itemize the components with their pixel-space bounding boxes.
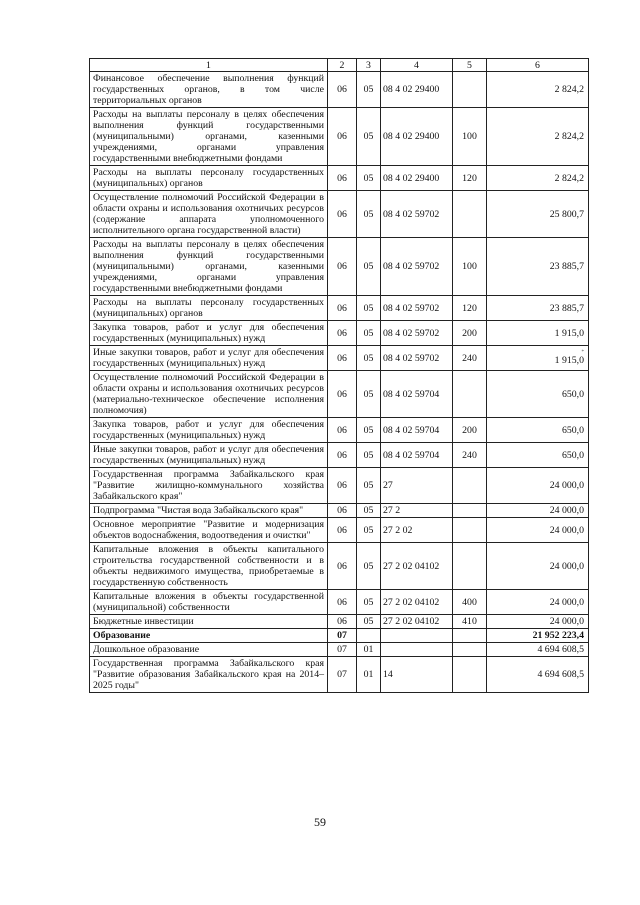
- amount-cell: 2 824,2: [487, 166, 589, 191]
- target-article-cell: 08 4 02 59704: [381, 418, 453, 443]
- subsection-cell: 05: [357, 504, 381, 518]
- expense-type-cell: 120: [453, 296, 487, 321]
- target-article-cell: 27 2 02 04102: [381, 543, 453, 590]
- table-row: [90, 468, 589, 504]
- subsection-cell: [357, 629, 381, 643]
- section-cell: 06: [328, 191, 357, 238]
- target-article-cell: [381, 643, 453, 657]
- amount-cell: 650,0: [487, 418, 589, 443]
- row-name-cell: Образование: [90, 629, 328, 643]
- expense-type-cell: [453, 72, 487, 108]
- table-row: [90, 72, 589, 108]
- section-cell: 06: [328, 615, 357, 629]
- header-col-3: 3: [357, 59, 381, 72]
- row-name-cell: Государственная программа Забайкальского края "Развитие жилищно-коммунального хозяйства Забайкальского края": [90, 468, 328, 504]
- table-row: [90, 371, 589, 418]
- target-article-cell: [381, 629, 453, 643]
- row-name-cell: Подпрограмма "Чистая вода Забайкальского края": [90, 504, 328, 518]
- expense-type-cell: 120: [453, 166, 487, 191]
- row-name-cell: Дошкольное образование: [90, 643, 328, 657]
- table-row: [90, 615, 589, 629]
- section-cell: 07: [328, 629, 357, 643]
- target-article-cell: 27 2 02: [381, 518, 453, 543]
- section-cell: 06: [328, 543, 357, 590]
- section-cell: 06: [328, 518, 357, 543]
- section-cell: 06: [328, 108, 357, 166]
- subsection-cell: 05: [357, 108, 381, 166]
- row-name-cell: Основное мероприятие "Развитие и модернизация объектов водоснабжения, водоотведения и очистки": [90, 518, 328, 543]
- amount-cell: 650,0: [487, 371, 589, 418]
- target-article-cell: 27 2: [381, 504, 453, 518]
- table-row: [90, 629, 589, 643]
- section-cell: 06: [328, 296, 357, 321]
- table-row: [90, 643, 589, 657]
- expense-type-cell: [453, 643, 487, 657]
- amount-cell: 23 885,7: [487, 296, 589, 321]
- subsection-cell: 05: [357, 296, 381, 321]
- amount-cell: 650,0: [487, 443, 589, 468]
- expense-type-cell: [453, 371, 487, 418]
- table-row: [90, 543, 589, 590]
- row-name-cell: Государственная программа Забайкальского края "Развитие образования Забайкальского края на 2014–2025 годы": [90, 657, 328, 693]
- table-row: [90, 321, 589, 346]
- budget-table: [89, 58, 589, 693]
- target-article-cell: 08 4 02 59702: [381, 191, 453, 238]
- section-cell: 06: [328, 590, 357, 615]
- expense-type-cell: [453, 468, 487, 504]
- subsection-cell: 05: [357, 518, 381, 543]
- target-article-cell: 14: [381, 657, 453, 693]
- subsection-cell: 05: [357, 418, 381, 443]
- amount-cell: 24 000,0: [487, 590, 589, 615]
- header-col-1: 1: [90, 59, 328, 72]
- subsection-cell: 05: [357, 615, 381, 629]
- subsection-cell: 05: [357, 346, 381, 371]
- expense-type-cell: 200: [453, 321, 487, 346]
- section-cell: 06: [328, 238, 357, 296]
- expense-type-cell: 200: [453, 418, 487, 443]
- table-row: [90, 166, 589, 191]
- expense-type-cell: [453, 629, 487, 643]
- table-body: [90, 72, 589, 693]
- row-name-cell: Расходы на выплаты персоналу в целях обеспечения выполнения функций государственными (муниципальными) органами, казенными учреждениями, органами управления государственными внебюджетными фондами: [90, 108, 328, 166]
- table-row: [90, 346, 589, 371]
- subsection-cell: 01: [357, 643, 381, 657]
- subsection-cell: 05: [357, 371, 381, 418]
- target-article-cell: 08 4 02 59702: [381, 321, 453, 346]
- section-cell: 06: [328, 346, 357, 371]
- expense-type-cell: 240: [453, 443, 487, 468]
- expense-type-cell: 410: [453, 615, 487, 629]
- expense-type-cell: 100: [453, 238, 487, 296]
- amount-cell: 25 800,7: [487, 191, 589, 238]
- target-article-cell: 08 4 02 29400: [381, 166, 453, 191]
- target-article-cell: 27: [381, 468, 453, 504]
- row-name-cell: Финансовое обеспечение выполнения функций государственных органов, в том числе территориальных органов: [90, 72, 328, 108]
- row-name-cell: Бюджетные инвестиции: [90, 615, 328, 629]
- subsection-cell: 05: [357, 590, 381, 615]
- row-name-cell: Капитальные вложения в объекты государственной (муниципальной) собственности: [90, 590, 328, 615]
- expense-type-cell: [453, 504, 487, 518]
- table-row: [90, 418, 589, 443]
- subsection-cell: 05: [357, 468, 381, 504]
- amount-cell: 24 000,0: [487, 468, 589, 504]
- row-name-cell: Расходы на выплаты персоналу в целях обеспечения выполнения функций государственными (муниципальными) органами, казенными учреждениями, органами управления государственными внебюджетными фондами: [90, 238, 328, 296]
- amount-cell: 1 915,0: [487, 321, 589, 346]
- row-name-cell: Расходы на выплаты персоналу государственных (муниципальных) органов: [90, 166, 328, 191]
- row-name-cell: Иные закупки товаров, работ и услуг для обеспечения государственных (муниципальных) нужд: [90, 443, 328, 468]
- amount-cell: 4 694 608,5: [487, 643, 589, 657]
- section-cell: 06: [328, 504, 357, 518]
- target-article-cell: 08 4 02 29400: [381, 72, 453, 108]
- subsection-cell: 05: [357, 543, 381, 590]
- amount-cell: 24 000,0: [487, 543, 589, 590]
- target-article-cell: 08 4 02 59704: [381, 371, 453, 418]
- subsection-cell: 05: [357, 72, 381, 108]
- row-name-cell: Закупка товаров, работ и услуг для обеспечения государственных (муниципальных) нужд: [90, 321, 328, 346]
- expense-type-cell: [453, 518, 487, 543]
- row-name-cell: Иные закупки товаров, работ и услуг для обеспечения государственных (муниципальных) нужд: [90, 346, 328, 371]
- amount-cell: 24 000,0: [487, 615, 589, 629]
- header-col-5: 5: [453, 59, 487, 72]
- subsection-cell: 05: [357, 191, 381, 238]
- amount-cell: [487, 346, 589, 371]
- amount-cell: 4 694 608,5: [487, 657, 589, 693]
- table-row: [90, 443, 589, 468]
- amount-cell: 21 952 223,4: [487, 629, 589, 643]
- table-row: [90, 238, 589, 296]
- expense-type-cell: 100: [453, 108, 487, 166]
- subsection-cell: 05: [357, 321, 381, 346]
- amount-cell: 23 885,7: [487, 238, 589, 296]
- target-article-cell: 08 4 02 29400: [381, 108, 453, 166]
- page-number: 59: [314, 815, 326, 829]
- subsection-cell: 05: [357, 238, 381, 296]
- subsection-cell: 05: [357, 443, 381, 468]
- subsection-cell: 05: [357, 166, 381, 191]
- section-cell: 06: [328, 166, 357, 191]
- target-article-cell: 08 4 02 59702: [381, 238, 453, 296]
- row-name-cell: Осуществление полномочий Российской Федерации в области охраны и использования охотничьих ресурсов (содержание аппарата уполномоченного исполнительного органа государственной власти): [90, 191, 328, 238]
- header-col-6: 6: [487, 59, 589, 72]
- table-row: [90, 296, 589, 321]
- table-row: [90, 657, 589, 693]
- table-row: [90, 518, 589, 543]
- expense-type-cell: 240: [453, 346, 487, 371]
- row-name-cell: Осуществление полномочий Российской Федерации в области охраны и использования охотничьих ресурсов (материально-техническое обеспечение исполнения полномочия): [90, 371, 328, 418]
- target-article-cell: 08 4 02 59702: [381, 346, 453, 371]
- amount-cell: 24 000,0: [487, 504, 589, 518]
- expense-type-cell: [453, 657, 487, 693]
- pen-mark: *: [581, 350, 584, 355]
- expense-type-cell: 400: [453, 590, 487, 615]
- subsection-cell: 01: [357, 657, 381, 693]
- header-col-4: 4: [381, 59, 453, 72]
- target-article-cell: 08 4 02 59704: [381, 443, 453, 468]
- table-row: [90, 108, 589, 166]
- expense-type-cell: [453, 543, 487, 590]
- section-cell: 06: [328, 371, 357, 418]
- section-cell: 06: [328, 468, 357, 504]
- section-cell: 06: [328, 418, 357, 443]
- amount-value: 1 915,0: [554, 355, 584, 366]
- section-cell: 07: [328, 657, 357, 693]
- header-col-2: 2: [328, 59, 357, 72]
- amount-cell: 24 000,0: [487, 518, 589, 543]
- row-name-cell: Капитальные вложения в объекты капитального строительства государственной собственности и в объекты недвижимого имущества, приобретаемые в государственную собственность: [90, 543, 328, 590]
- target-article-cell: 08 4 02 59702: [381, 296, 453, 321]
- table-row: [90, 590, 589, 615]
- section-cell: 06: [328, 72, 357, 108]
- header-row: [90, 59, 589, 72]
- section-cell: 06: [328, 321, 357, 346]
- expense-type-cell: [453, 191, 487, 238]
- target-article-cell: 27 2 02 04102: [381, 590, 453, 615]
- table-row: [90, 504, 589, 518]
- section-cell: 07: [328, 643, 357, 657]
- amount-cell: 2 824,2: [487, 108, 589, 166]
- amount-cell: 2 824,2: [487, 72, 589, 108]
- row-name-cell: Закупка товаров, работ и услуг для обеспечения государственных (муниципальных) нужд: [90, 418, 328, 443]
- row-name-cell: Расходы на выплаты персоналу государственных (муниципальных) органов: [90, 296, 328, 321]
- target-article-cell: 27 2 02 04102: [381, 615, 453, 629]
- table-row: [90, 191, 589, 238]
- section-cell: 06: [328, 443, 357, 468]
